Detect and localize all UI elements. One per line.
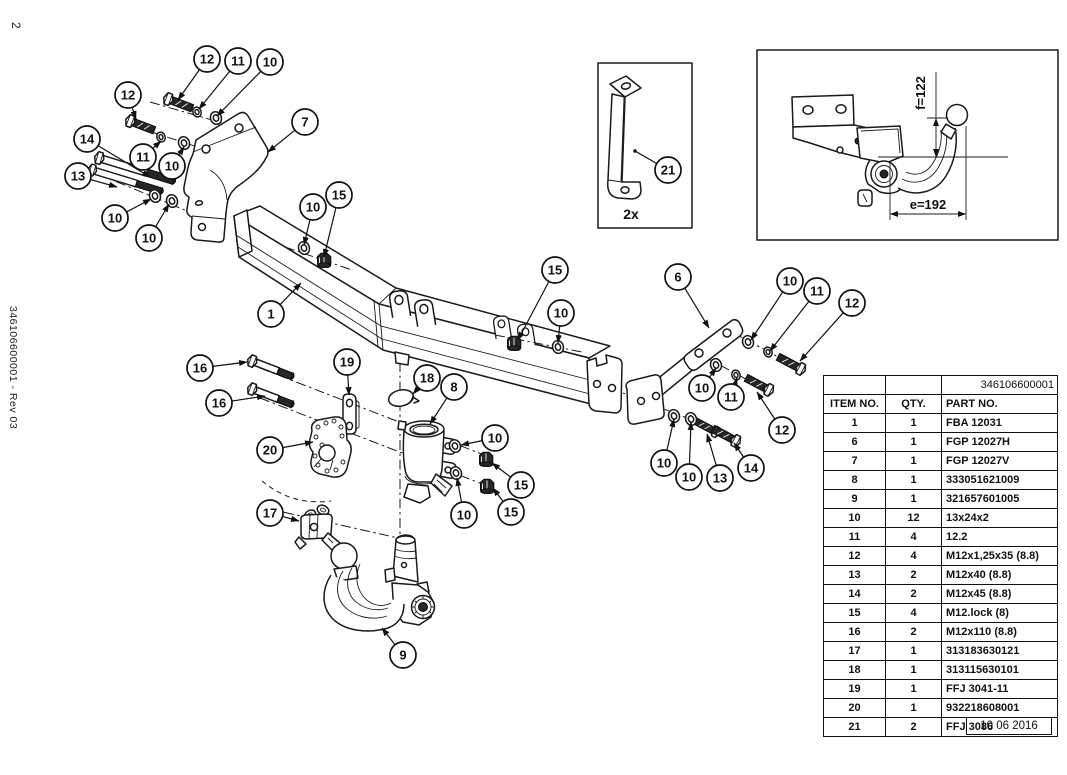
table-row xyxy=(824,433,1058,452)
item-no-cell: 17 xyxy=(824,642,886,661)
svg-text:21: 21 xyxy=(660,162,676,178)
item-no-cell: 9 xyxy=(824,490,886,509)
svg-text:10: 10 xyxy=(107,210,123,226)
release-date: 10 06 2016 xyxy=(966,717,1052,735)
item-no-cell: 14 xyxy=(824,585,886,604)
table-row xyxy=(824,604,1058,623)
part-no-cell: FFJ 3041-11 xyxy=(942,680,1058,699)
svg-text:12: 12 xyxy=(844,295,860,311)
parts-table-head xyxy=(824,376,1058,414)
qty-cell: 1 xyxy=(886,452,942,471)
callout-10 xyxy=(451,478,477,528)
lock-latch xyxy=(295,503,340,551)
item-no-cell: 15 xyxy=(824,604,886,623)
item-no-cell: 10 xyxy=(824,509,886,528)
table-row xyxy=(824,490,1058,509)
svg-text:7: 7 xyxy=(301,114,309,130)
dim-f-label: f=122 xyxy=(913,76,928,110)
table-row xyxy=(824,661,1058,680)
svg-text:11: 11 xyxy=(231,53,245,69)
callout-11 xyxy=(718,378,744,410)
item-no-cell: 7 xyxy=(824,452,886,471)
callout-18 xyxy=(413,365,440,394)
part-no-cell: 333051621009 xyxy=(942,471,1058,490)
qty-cell: 1 xyxy=(886,433,942,452)
svg-text:10: 10 xyxy=(164,158,180,174)
callout-13 xyxy=(707,434,733,491)
part-no-cell: M12x45 (8.8) xyxy=(942,585,1058,604)
table-row xyxy=(824,566,1058,585)
part-no-cell: 313115630101 xyxy=(942,661,1058,680)
callout-20 xyxy=(257,437,313,463)
svg-text:10: 10 xyxy=(681,469,697,485)
part-no-cell: FGP 12027V xyxy=(942,452,1058,471)
callout-12 xyxy=(178,46,220,100)
table-row xyxy=(824,509,1058,528)
part-no-cell: 13x24x2 xyxy=(942,509,1058,528)
table-row xyxy=(824,623,1058,642)
svg-text:10: 10 xyxy=(456,507,472,523)
callout-12 xyxy=(757,392,795,443)
item-no-cell: 13 xyxy=(824,566,886,585)
svg-text:18: 18 xyxy=(419,370,435,386)
part-no-cell: FFJ 3086 xyxy=(942,718,1058,737)
svg-text:10: 10 xyxy=(305,199,321,215)
svg-text:10: 10 xyxy=(487,430,503,446)
qty-cell: 2 xyxy=(886,566,942,585)
document-reference: 346106600001 - Rev 03 xyxy=(7,306,19,430)
qty-cell: 1 xyxy=(886,699,942,718)
item-no-cell: 8 xyxy=(824,471,886,490)
qty-cell: 4 xyxy=(886,528,942,547)
table-row xyxy=(824,471,1058,490)
dim-e-label: e=192 xyxy=(909,197,947,212)
qty-cell: 4 xyxy=(886,547,942,566)
item-no-cell: 18 xyxy=(824,661,886,680)
item-no-cell: 1 xyxy=(824,414,886,433)
callout-10 xyxy=(751,268,803,340)
svg-text:1: 1 xyxy=(267,306,275,322)
part-no-cell: FGP 12027H xyxy=(942,433,1058,452)
qty-cell: 12 xyxy=(886,509,942,528)
qty-cell: 2 xyxy=(886,718,942,737)
svg-text:6: 6 xyxy=(674,269,682,285)
part-no-cell: M12x40 (8.8) xyxy=(942,566,1058,585)
empty-cell xyxy=(886,376,942,395)
callout-19 xyxy=(334,349,360,395)
col-item-no: ITEM NO. xyxy=(824,395,886,414)
svg-text:8: 8 xyxy=(450,379,458,395)
inset-strap-bracket xyxy=(598,63,692,228)
col-qty: QTY. xyxy=(886,395,942,414)
callout-6 xyxy=(665,264,709,328)
qty-cell: 4 xyxy=(886,604,942,623)
svg-text:10: 10 xyxy=(656,455,672,471)
qty-cell: 1 xyxy=(886,471,942,490)
item-no-cell: 21 xyxy=(824,718,886,737)
doc-number-cell: 346106600001 xyxy=(942,376,1058,395)
svg-text:15: 15 xyxy=(503,504,519,520)
svg-text:16: 16 xyxy=(192,360,208,376)
table-row xyxy=(824,452,1058,471)
svg-text:12: 12 xyxy=(120,87,136,103)
part-no-cell: 321657601005 xyxy=(942,490,1058,509)
svg-text:15: 15 xyxy=(513,477,529,493)
callout-16 xyxy=(187,355,247,381)
item-no-cell: 19 xyxy=(824,680,886,699)
parts-table xyxy=(823,375,1058,737)
part-no-cell: 932218608001 xyxy=(942,699,1058,718)
callout-17 xyxy=(257,500,299,526)
callout-12 xyxy=(115,82,141,119)
col-part-no: PART NO. xyxy=(942,395,1058,414)
part-no-cell: 12.2 xyxy=(942,528,1058,547)
item-no-cell: 6 xyxy=(824,433,886,452)
strap-quantity-label: 2x xyxy=(623,206,639,222)
swan-neck-ball xyxy=(324,535,435,631)
qty-cell: 2 xyxy=(886,585,942,604)
item-no-cell: 12 xyxy=(824,547,886,566)
socket-housing xyxy=(398,421,456,503)
item-no-cell: 20 xyxy=(824,699,886,718)
callout-15 xyxy=(492,463,534,498)
inset-assembled-view xyxy=(757,50,1058,240)
callout-10 xyxy=(676,422,702,490)
table-row xyxy=(824,414,1058,433)
svg-text:12: 12 xyxy=(774,422,790,438)
header-row xyxy=(824,395,1058,414)
svg-text:14: 14 xyxy=(79,131,95,147)
svg-text:16: 16 xyxy=(211,395,227,411)
cover-cap xyxy=(387,388,419,409)
callout-10 xyxy=(651,419,677,476)
callout-1 xyxy=(258,283,301,327)
part-no-cell: 313183630121 xyxy=(942,642,1058,661)
qty-cell: 1 xyxy=(886,642,942,661)
empty-cell xyxy=(824,376,886,395)
svg-text:10: 10 xyxy=(553,305,569,321)
qty-cell: 2 xyxy=(886,623,942,642)
svg-text:15: 15 xyxy=(547,262,563,278)
item-no-cell: 11 xyxy=(824,528,886,547)
callout-7 xyxy=(268,109,318,152)
parts-table-body xyxy=(824,414,1058,737)
table-row xyxy=(824,528,1058,547)
table-row xyxy=(824,547,1058,566)
qty-cell: 1 xyxy=(886,490,942,509)
callout-10 xyxy=(136,204,169,251)
svg-text:20: 20 xyxy=(262,442,278,458)
svg-text:11: 11 xyxy=(136,149,150,165)
callout-9 xyxy=(382,628,416,668)
svg-text:10: 10 xyxy=(262,54,278,70)
svg-text:10: 10 xyxy=(694,380,710,396)
part-no-cell: FBA 12031 xyxy=(942,414,1058,433)
callout-11 xyxy=(130,141,161,170)
svg-text:13: 13 xyxy=(712,470,728,486)
table-row xyxy=(824,585,1058,604)
qty-cell: 1 xyxy=(886,661,942,680)
svg-text:17: 17 xyxy=(262,505,278,521)
doc-number-row xyxy=(824,376,1058,395)
table-row xyxy=(824,642,1058,661)
table-row xyxy=(824,699,1058,718)
qty-cell: 1 xyxy=(886,680,942,699)
part-no-cell: M12.lock (8) xyxy=(942,604,1058,623)
callout-10 xyxy=(159,147,185,179)
callout-14 xyxy=(734,443,764,481)
svg-text:14: 14 xyxy=(743,460,759,476)
svg-text:9: 9 xyxy=(399,647,407,663)
item-no-cell: 16 xyxy=(824,623,886,642)
svg-text:12: 12 xyxy=(199,51,215,67)
callout-10 xyxy=(689,368,716,401)
callout-15 xyxy=(324,182,352,257)
svg-text:10: 10 xyxy=(782,273,798,289)
callout-10 xyxy=(461,425,508,451)
part-no-cell: M12x110 (8.8) xyxy=(942,623,1058,642)
svg-text:11: 11 xyxy=(810,283,824,299)
svg-text:13: 13 xyxy=(70,168,86,184)
svg-text:15: 15 xyxy=(331,187,347,203)
part-no-cell: M12x1,25x35 (8.8) xyxy=(942,547,1058,566)
qty-cell: 1 xyxy=(886,414,942,433)
svg-text:11: 11 xyxy=(724,389,738,405)
svg-text:19: 19 xyxy=(339,354,355,370)
table-row xyxy=(824,680,1058,699)
sheet-number: 2 xyxy=(9,22,23,30)
svg-text:10: 10 xyxy=(141,230,157,246)
